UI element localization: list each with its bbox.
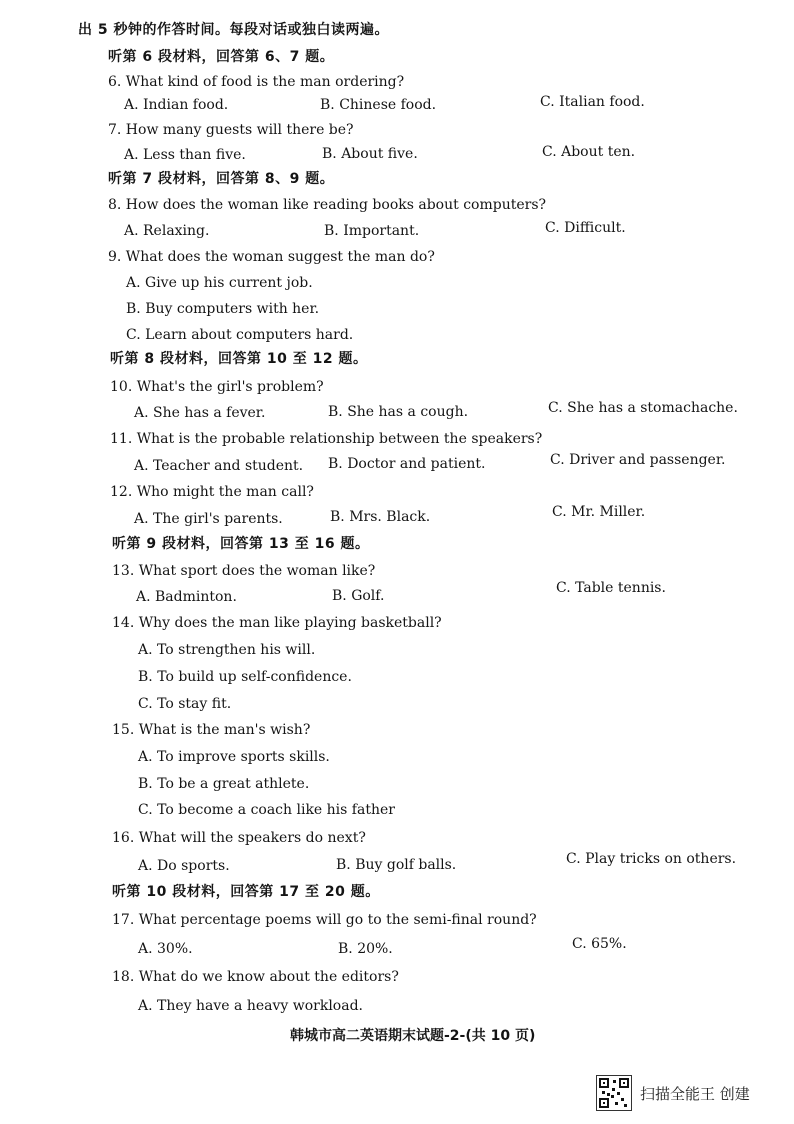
option-12-a: A. The girl's parents.: [134, 511, 283, 527]
option-7-a: A. Less than five.: [124, 147, 246, 163]
scanner-watermark: 扫描全能王 创建: [640, 1085, 750, 1103]
question-14: 14. Why does the man like playing basketball?: [112, 615, 442, 631]
option-18-a: A. They have a heavy workload.: [138, 998, 363, 1014]
option-6-c: C. Italian food.: [540, 94, 645, 110]
page-footer: 韩城市高二英语期末试题-2-(共 10 页): [290, 1028, 536, 1044]
option-10-b: B. She has a cough.: [328, 404, 469, 420]
question-6: 6. What kind of food is the man ordering?: [108, 74, 405, 90]
question-11: 11. What is the probable relationship between the speakers?: [110, 431, 543, 447]
option-17-c: C. 65%.: [572, 936, 627, 952]
question-12: 12. Who might the man call?: [110, 484, 314, 500]
option-7-b: B. About five.: [322, 146, 418, 162]
option-17-b: B. 20%.: [338, 941, 393, 957]
section-heading: 听第 10 段材料，回答第 17 至 20 题。: [112, 884, 380, 900]
option-9-b: B. Buy computers with her.: [126, 301, 320, 317]
option-9-a: A. Give up his current job.: [126, 275, 313, 291]
option-11-b: B. Doctor and patient.: [328, 456, 486, 472]
question-7: 7. How many guests will there be?: [108, 122, 354, 138]
option-15-b: B. To be a great athlete.: [138, 776, 310, 792]
question-18: 18. What do we know about the editors?: [112, 969, 399, 985]
instruction-line: 出 5 秒钟的作答时间。每段对话或独白读两遍。: [78, 22, 389, 38]
qr-code-icon: [596, 1075, 632, 1111]
option-13-b: B. Golf.: [332, 588, 385, 604]
option-9-c: C. Learn about computers hard.: [126, 327, 354, 343]
option-8-c: C. Difficult.: [545, 220, 626, 236]
option-11-a: A. Teacher and student.: [134, 458, 304, 474]
option-10-c: C. She has a stomachache.: [548, 400, 738, 416]
option-6-a: A. Indian food.: [124, 97, 229, 113]
question-17: 17. What percentage poems will go to the semi-final round?: [112, 912, 537, 928]
option-14-a: A. To strengthen his will.: [138, 642, 316, 658]
question-9: 9. What does the woman suggest the man do?: [108, 249, 435, 265]
option-8-b: B. Important.: [324, 223, 420, 239]
option-16-a: A. Do sports.: [138, 858, 230, 874]
option-14-c: C. To stay fit.: [138, 696, 232, 712]
option-11-c: C. Driver and passenger.: [550, 452, 726, 468]
question-15: 15. What is the man's wish?: [112, 722, 311, 738]
section-heading: 听第 6 段材料，回答第 6、7 题。: [108, 49, 335, 65]
question-10: 10. What's the girl's problem?: [110, 379, 324, 395]
option-8-a: A. Relaxing.: [124, 223, 210, 239]
option-13-a: A. Badminton.: [136, 589, 237, 605]
question-13: 13. What sport does the woman like?: [112, 563, 376, 579]
question-16: 16. What will the speakers do next?: [112, 830, 366, 846]
question-8: 8. How does the woman like reading books about computers?: [108, 197, 547, 213]
option-12-b: B. Mrs. Black.: [330, 509, 431, 525]
section-heading: 听第 9 段材料，回答第 13 至 16 题。: [112, 536, 370, 552]
option-6-b: B. Chinese food.: [320, 97, 437, 113]
option-16-c: C. Play tricks on others.: [566, 851, 737, 867]
option-13-c: C. Table tennis.: [556, 580, 666, 596]
option-10-a: A. She has a fever.: [134, 405, 266, 421]
option-17-a: A. 30%.: [138, 941, 193, 957]
option-16-b: B. Buy golf balls.: [336, 857, 457, 873]
option-14-b: B. To build up self-confidence.: [138, 669, 352, 685]
section-heading: 听第 8 段材料，回答第 10 至 12 题。: [110, 351, 368, 367]
option-15-a: A. To improve sports skills.: [138, 749, 330, 765]
option-15-c: C. To become a coach like his father: [138, 802, 395, 818]
section-heading: 听第 7 段材料，回答第 8、9 题。: [108, 171, 335, 187]
option-7-c: C. About ten.: [542, 144, 636, 160]
option-12-c: C. Mr. Miller.: [552, 504, 646, 520]
